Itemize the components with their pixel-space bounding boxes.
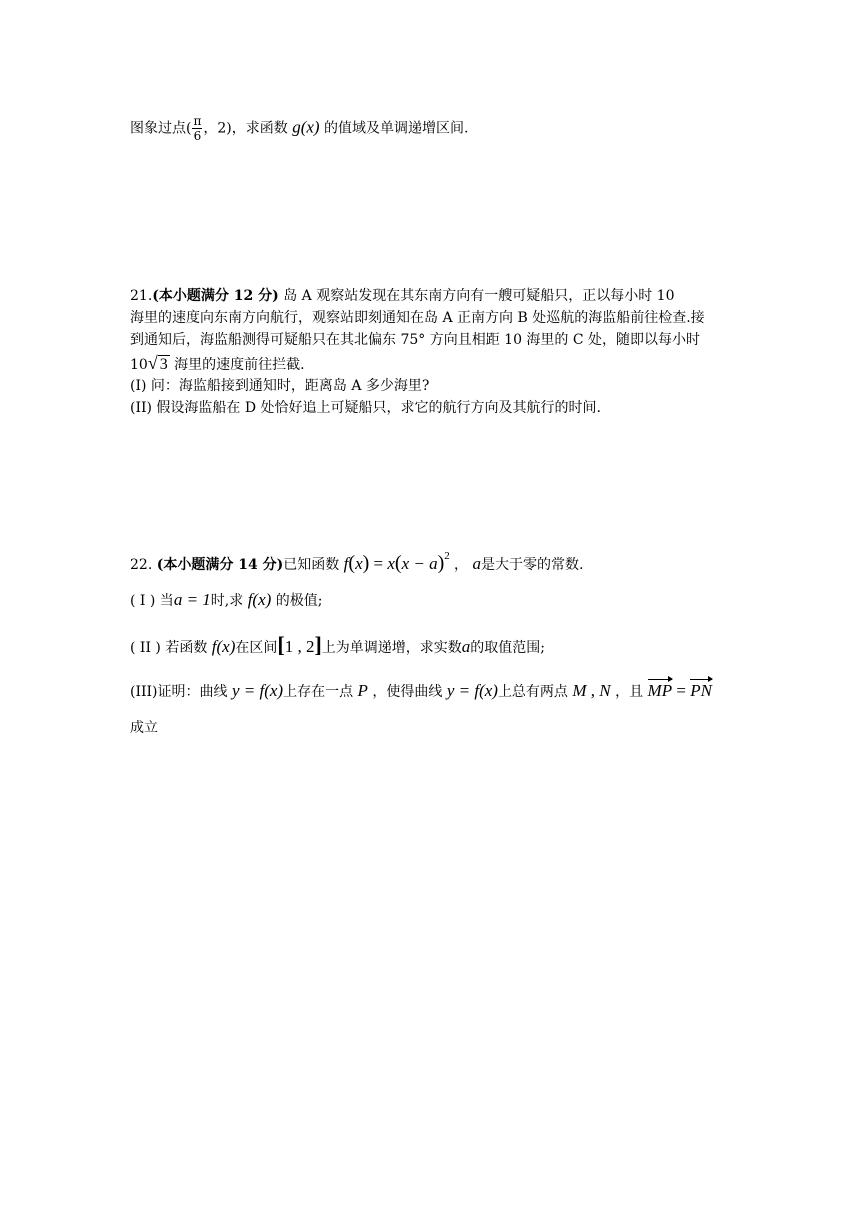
formula-arg: x <box>355 554 363 573</box>
formula-f: f <box>343 554 349 573</box>
q20-post: 的值域及单调递增区间. <box>324 120 469 137</box>
q22-part1-pre: ( I ) 当 <box>130 593 174 609</box>
q22-part3-curve2: y = f(x) <box>446 681 498 700</box>
interval-values: 1 , 2 <box>284 637 315 656</box>
q21-line4-post: 海里的速度前往拦截. <box>169 357 305 373</box>
fraction-denominator: 6 <box>193 129 202 143</box>
q22-part1-func: f(x) <box>247 590 272 609</box>
q22-part2-var: a <box>461 637 471 656</box>
q22-intro: 已知函数 <box>283 557 340 573</box>
q21-line1 <box>130 286 674 306</box>
q22-part1-cond: a = 1 <box>173 590 211 609</box>
pi-over-6-fraction <box>192 114 202 143</box>
q22-interval: [1 , 2] <box>277 632 322 657</box>
q22-part2-mid2: 上为单调递增，求实数 <box>321 640 462 656</box>
q22-part2 <box>130 632 546 658</box>
q22-part2-post: 的取值范围; <box>470 640 546 656</box>
q22-part2-func: f(x) <box>211 637 236 656</box>
q22-part3-MN: M , N <box>572 681 611 700</box>
q21-score: (本小题满分 12 分) <box>152 288 279 304</box>
q21-line1-text: 岛 A 观察站发现在其东南方向有一艘可疑船只，正以每小时 10 <box>278 288 675 304</box>
q21-line2: 海里的速度向东南方向航行，观察站即刻通知在岛 A 正南方向 B 处巡航的海监船前往检查.接 <box>130 310 705 326</box>
q20-pre: 图象过点( <box>130 120 192 137</box>
q21-part2: (II) 假设海监船在 D 处恰好追上可疑船只，求它的航行方向及其航行的时间. <box>130 400 602 416</box>
q21-line4-pre: 10 <box>130 357 148 373</box>
fraction-numerator: π <box>193 114 202 128</box>
sqrt-radicand: 3 <box>159 356 168 373</box>
q22-vector-equation <box>648 681 712 700</box>
q22-a: a <box>472 554 481 573</box>
q22-formula: $f(x) = x(x - a)^2$ <box>343 550 450 574</box>
q22-score: (本小题满分 14 分) <box>156 557 284 573</box>
formula-x: x <box>387 554 395 573</box>
q21-line4 <box>130 353 305 375</box>
q22-part3-mid2: ，使得曲线 <box>372 684 443 700</box>
q22-part3-pre: (III)证明：曲线 <box>130 684 228 700</box>
vector-equals: = <box>672 681 691 700</box>
vector-MP: MP <box>647 681 673 700</box>
q22-comma: ， <box>454 557 469 573</box>
q22-part2-mid: 在区间 <box>235 640 278 656</box>
q22-part3-mid: 上存在一点 <box>283 684 354 700</box>
q22-part3-mid3: 上总有两点 <box>497 684 568 700</box>
formula-inner: x − a <box>401 554 438 573</box>
q22-number: 22. <box>130 557 153 573</box>
q20-mid: ，2)，求函数 <box>203 120 288 137</box>
q22-line1 <box>130 546 583 575</box>
q22-part1-post: 的极值; <box>275 593 323 609</box>
q20-func: g(x) <box>292 117 320 137</box>
formula-exponent: 2 <box>444 550 450 562</box>
q22-intro-tail: 是大于零的常数. <box>481 557 584 573</box>
q21-line3: 到通知后，海监船测得可疑船只在其北偏东 75° 方向且相距 10 海里的 C 处，随即以每小时 <box>130 332 701 348</box>
q21-part1: (I) 问：海监船接到通知时，距离岛 A 多少海里? <box>130 378 430 394</box>
q22-part3-curve: y = f(x) <box>231 681 284 700</box>
q20-tail-line <box>130 114 468 143</box>
vector-PN: PN <box>690 681 712 700</box>
q22-part1 <box>130 590 322 611</box>
sqrt-3: √ 3 <box>147 353 168 373</box>
q22-part1-mid: 时,求 <box>210 593 244 609</box>
q22-part2-pre: ( II ) 若函数 <box>130 640 208 656</box>
q22-part3-end: 成立 <box>130 720 158 736</box>
q22-part3-P: P <box>357 681 368 700</box>
q21-number: 21. <box>130 288 153 304</box>
q22-part3 <box>130 681 712 702</box>
q22-part3-mid4: ，且 <box>615 684 644 700</box>
